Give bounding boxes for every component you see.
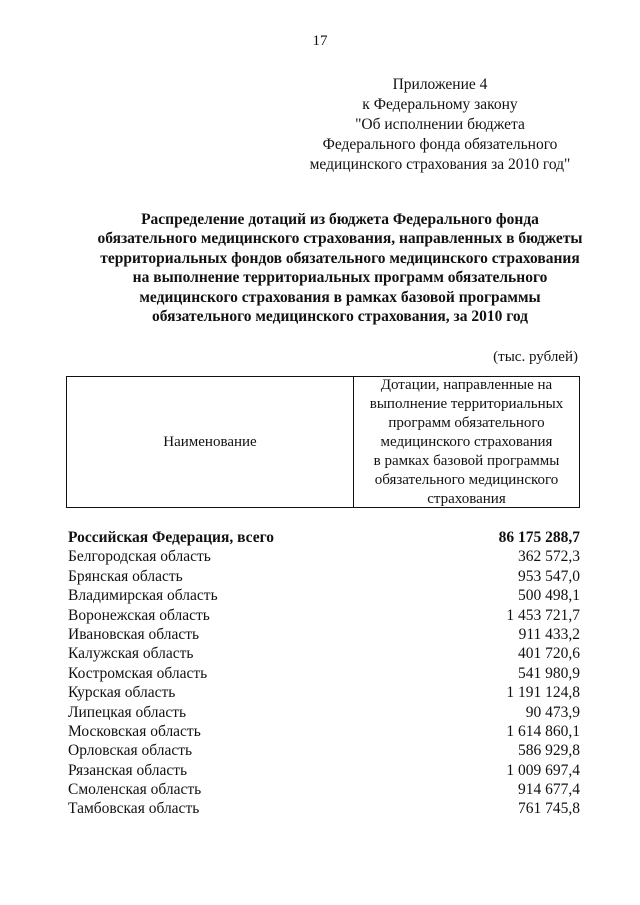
table-row	[68, 761, 580, 780]
row-value: 914 677,4	[518, 781, 580, 799]
row-name: Владимирская область	[68, 587, 218, 605]
appendix-line: к Федеральному закону	[362, 96, 518, 113]
table-row	[68, 586, 580, 605]
row-name: Российская Федерация, всего	[68, 529, 275, 546]
row-value: 1 453 721,7	[506, 606, 580, 624]
row-value: 911 433,2	[518, 625, 580, 643]
row-name: Курская область	[68, 684, 176, 702]
row-value: 500 498,1	[518, 587, 580, 605]
column-header-value	[354, 377, 579, 507]
units-label: (тыс. рублей)	[493, 349, 578, 365]
row-name: Костромская область	[68, 664, 208, 682]
column-header-line: выполнение территориальных	[369, 395, 564, 412]
row-value: 1 191 124,8	[506, 684, 580, 702]
column-header-line: в рамках базовой программы	[373, 452, 560, 469]
table-header	[66, 376, 580, 508]
title-line: медицинского страхования в рамках базовой программы	[139, 288, 541, 306]
column-header-line: программ обязательного	[388, 414, 545, 431]
row-value: 362 572,3	[518, 548, 580, 566]
table-row	[68, 683, 580, 702]
table-row	[68, 780, 580, 799]
column-header-name: Наименование	[67, 377, 354, 507]
row-name: Липецкая область	[68, 703, 187, 721]
row-name: Тамбовская область	[68, 800, 200, 818]
appendix-block	[280, 75, 600, 175]
column-header-line: страхования	[427, 490, 506, 507]
row-value: 401 720,6	[518, 645, 580, 663]
document-title	[40, 210, 640, 326]
row-name: Московская область	[68, 722, 201, 740]
row-name: Рязанская область	[68, 761, 188, 779]
title-line: на выполнение территориальных программ обязательного	[132, 269, 548, 287]
title-line: Распределение дотаций из бюджета Федерального фонда	[141, 211, 539, 228]
table-row	[68, 567, 580, 586]
table-row	[68, 722, 580, 741]
row-value: 1 614 860,1	[506, 722, 580, 740]
row-name: Калужская область	[68, 645, 194, 663]
table-row-total	[68, 528, 580, 547]
row-name: Воронежская область	[68, 606, 210, 624]
table-row	[68, 664, 580, 683]
row-value: 953 547,0	[518, 567, 580, 585]
table-row	[68, 547, 580, 566]
column-header-line: обязательного медицинского	[374, 471, 559, 488]
table-row	[68, 741, 580, 760]
row-value: 586 929,8	[518, 742, 580, 760]
row-value: 541 980,9	[518, 664, 580, 682]
row-name: Ивановская область	[68, 625, 200, 643]
title-line: обязательного медицинского страхования, за 2010 год	[151, 308, 529, 326]
column-header-line: Дотации, направленные на	[380, 376, 553, 393]
appendix-line: Приложение 4	[392, 76, 488, 93]
row-name: Белгородская область	[68, 548, 211, 566]
column-header-line: медицинского страхования	[380, 433, 553, 450]
data-table	[68, 528, 580, 819]
row-name: Орловская область	[68, 742, 193, 760]
row-name: Брянская область	[68, 567, 183, 585]
table-row	[68, 644, 580, 663]
row-value: 1 009 697,4	[506, 761, 580, 779]
table-row	[68, 606, 580, 625]
title-line: обязательного медицинского страхования, направленных в бюджеты	[97, 230, 583, 248]
row-value: 86 175 288,7	[498, 529, 580, 546]
appendix-line: "Об исполнении бюджета	[355, 116, 525, 133]
appendix-line: Федерального фонда обязательного	[322, 136, 558, 153]
appendix-line: медицинского страхования за 2010 год"	[309, 156, 571, 173]
title-line: территориальных фондов обязательного медицинского страхования	[100, 249, 580, 267]
page-number: 17	[312, 33, 328, 49]
row-value: 90 473,9	[525, 703, 580, 721]
table-row	[68, 625, 580, 644]
row-value: 761 745,8	[518, 800, 580, 818]
table-row	[68, 799, 580, 818]
row-name: Смоленская область	[68, 781, 202, 799]
table-row	[68, 703, 580, 722]
